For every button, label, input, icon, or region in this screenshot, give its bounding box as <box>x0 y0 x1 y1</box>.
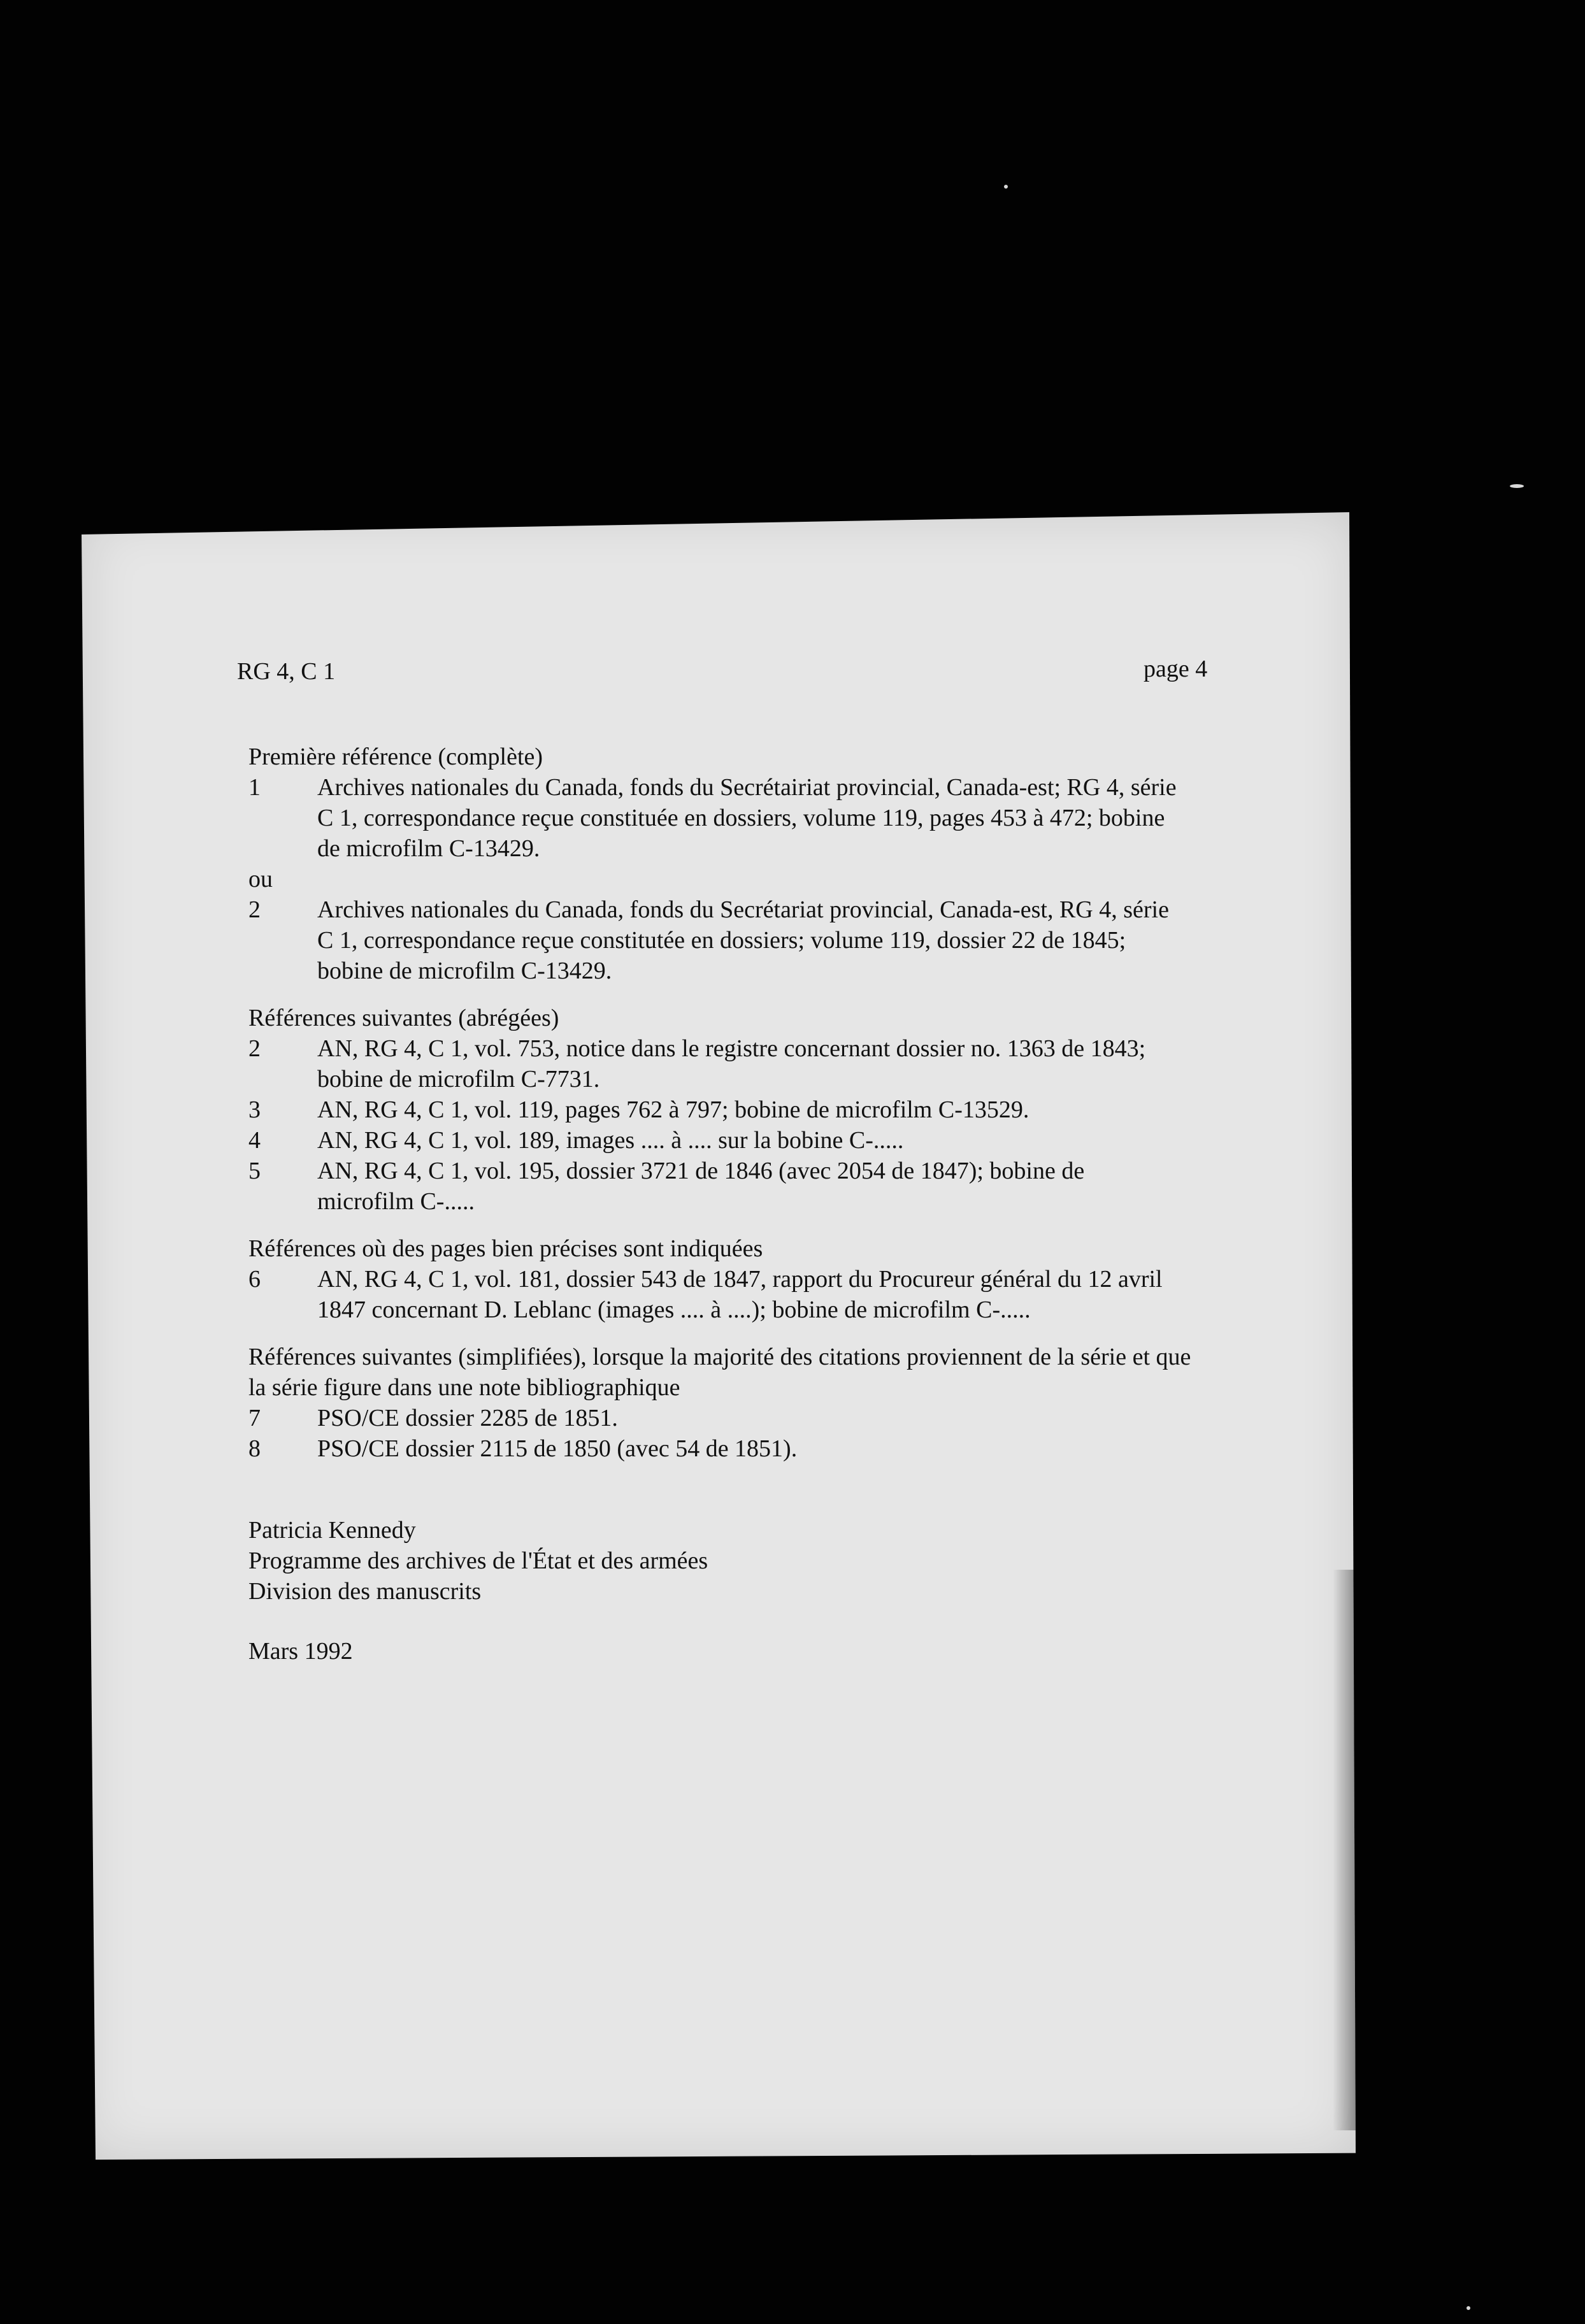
film-speck <box>1467 2306 1470 2310</box>
document-date: Mars 1992 <box>248 1638 353 1665</box>
author-name: Patricia Kennedy <box>248 1517 416 1544</box>
item-number: 3 <box>248 1096 261 1123</box>
reference-line: microfilm C-..... <box>317 1188 475 1215</box>
reference-line: AN, RG 4, C 1, vol. 195, dossier 3721 de 1846 (avec 2054 de 1847); bobine de <box>317 1158 1085 1184</box>
reference-line: bobine de microfilm C-13429. <box>317 958 612 984</box>
section-heading-simplified-references-cont: la série figure dans une note bibliographique <box>248 1374 680 1401</box>
header-page-number: page 4 <box>1144 656 1208 682</box>
reference-line: AN, RG 4, C 1, vol. 753, notice dans le registre concernant dossier no. 1363 de 1843; <box>317 1035 1146 1062</box>
page-edge-shadow <box>1333 1570 1356 2130</box>
section-heading-precise-pages: Références où des pages bien précises sont indiquées <box>248 1235 763 1262</box>
film-speck <box>1004 185 1008 189</box>
item-number: 2 <box>248 1035 261 1062</box>
item-number: 6 <box>248 1266 261 1293</box>
author-division: Division des manuscrits <box>248 1578 482 1605</box>
reference-line: AN, RG 4, C 1, vol. 119, pages 762 à 797; bobine de microfilm C-13529. <box>317 1096 1029 1123</box>
item-number: 5 <box>248 1158 261 1184</box>
section-heading-abridged-references: Références suivantes (abrégées) <box>248 1005 559 1031</box>
reference-line: PSO/CE dossier 2285 de 1851. <box>317 1405 618 1431</box>
item-number: 4 <box>248 1127 261 1154</box>
reference-line: C 1, correspondance reçue constitutée en dossiers; volume 119, dossier 22 de 1845; <box>317 927 1126 954</box>
reference-line: 1847 concernant D. Leblanc (images .... à ....); bobine de microfilm C-..... <box>317 1296 1031 1323</box>
reference-line: AN, RG 4, C 1, vol. 189, images .... à .... sur la bobine C-..... <box>317 1127 904 1154</box>
author-program: Programme des archives de l'État et des armées <box>248 1547 708 1574</box>
item-number: 1 <box>248 774 261 801</box>
film-speck <box>1510 484 1524 488</box>
item-number: 2 <box>248 896 261 923</box>
reference-line: Archives nationales du Canada, fonds du Secrétairiat provincial, Canada-est; RG 4, série <box>317 774 1177 801</box>
item-number: 8 <box>248 1435 261 1462</box>
section-heading-first-reference: Première référence (complète) <box>248 743 543 770</box>
reference-line: bobine de microfilm C-7731. <box>317 1066 600 1093</box>
item-number: 7 <box>248 1405 261 1431</box>
reference-line: C 1, correspondance reçue constituée en dossiers, volume 119, pages 453 à 472; bobine <box>317 805 1165 831</box>
reference-line: Archives nationales du Canada, fonds du Secrétariat provincial, Canada-est, RG 4, série <box>317 896 1169 923</box>
alternative-label: ou <box>248 866 273 893</box>
reference-line: de microfilm C-13429. <box>317 835 540 862</box>
section-heading-simplified-references: Références suivantes (simplifiées), lorsque la majorité des citations proviennent de la série et que <box>248 1344 1191 1370</box>
reference-line: PSO/CE dossier 2115 de 1850 (avec 54 de 1851). <box>317 1435 798 1462</box>
header-reference: RG 4, C 1 <box>237 658 336 685</box>
reference-line: AN, RG 4, C 1, vol. 181, dossier 543 de 1847, rapport du Procureur général du 12 avril <box>317 1266 1163 1293</box>
